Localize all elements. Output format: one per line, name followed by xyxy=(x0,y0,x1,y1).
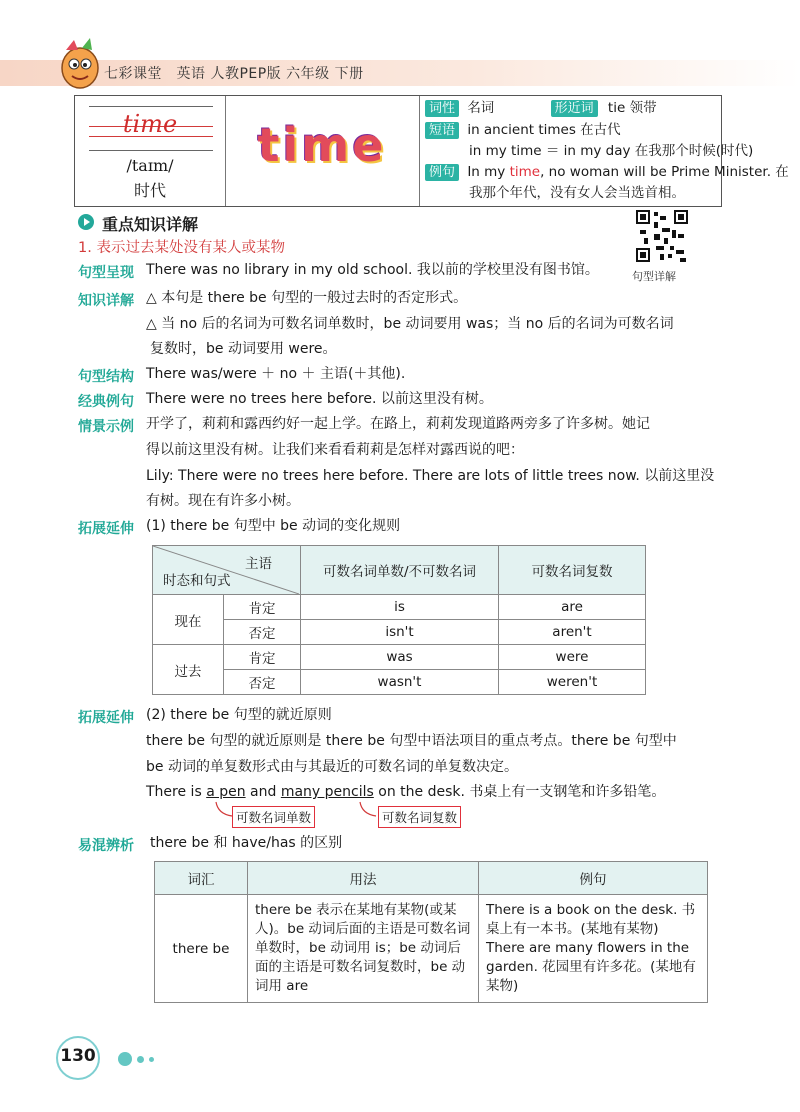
diag-top-label: 主语 xyxy=(245,556,272,572)
label-confusion: 易混辨析 xyxy=(78,838,134,854)
phonetic: /taɪm/ xyxy=(126,156,174,175)
phrase-row xyxy=(425,120,621,140)
example-post: , no woman will be Prime Minister. 在 xyxy=(540,164,789,180)
label-structure: 句型结构 xyxy=(78,369,134,385)
col-singular: 可数名词单数/不可数名词 xyxy=(301,546,499,595)
word-cell: there be xyxy=(155,895,248,1003)
phrase-tag: 短语 xyxy=(425,122,459,139)
cell-werent: weren't xyxy=(499,670,646,695)
col-example: 例句 xyxy=(479,862,708,895)
tense-past: 过去 xyxy=(153,645,224,695)
section-title: 重点知识详解 xyxy=(102,215,199,234)
vocab-word-cell xyxy=(75,96,226,206)
text-knowledge-3: 复数时，be 动词要用 were。 xyxy=(150,341,337,357)
cell-isnt: isn't xyxy=(301,620,499,645)
example-tag: 例句 xyxy=(425,164,459,181)
near-value: tie 领带 xyxy=(607,100,657,116)
ruled-line xyxy=(89,150,213,151)
table-row xyxy=(153,620,646,645)
label-extension-1: 拓展延伸 xyxy=(78,521,134,537)
form-negative: 否定 xyxy=(224,620,301,645)
text-structure: There was/were ＋ no ＋ 主语(＋其他). xyxy=(146,366,406,382)
label-scenario: 情景示例 xyxy=(78,419,134,435)
col-word: 词汇 xyxy=(155,862,248,895)
cell-was: was xyxy=(301,645,499,670)
text-proximity-2: be 动词的单复数形式由与其最近的可数名词的单复数决定。 xyxy=(146,759,518,775)
col-usage: 用法 xyxy=(248,862,479,895)
text-extension-2: (2) there be 句型的就近原则 xyxy=(146,707,332,723)
mascot-icon xyxy=(52,36,108,92)
form-positive: 肯定 xyxy=(224,645,301,670)
example-line2: 我那个年代，没有女人会当选首相。 xyxy=(469,185,685,201)
cell-is: is xyxy=(301,595,499,620)
col-plural: 可数名词复数 xyxy=(499,546,646,595)
text-pattern: There was no library in my old school. 我以前的学校里没有图书馆。 xyxy=(146,262,599,278)
play-icon xyxy=(78,214,94,230)
text-confusion: there be 和 have/has 的区别 xyxy=(150,835,343,851)
example-highlight: time xyxy=(509,164,541,180)
underlined-a-pen: a pen xyxy=(206,784,246,800)
pos-tag: 词性 xyxy=(425,100,459,117)
vocab-card xyxy=(74,95,789,207)
decor-dot xyxy=(118,1052,132,1066)
diagonal-header xyxy=(153,546,301,595)
text-scenario-3: Lily: There were no trees here before. There are lots of little trees now. 以前这里没 xyxy=(146,468,715,484)
form-negative: 否定 xyxy=(224,670,301,695)
table-row xyxy=(155,895,708,1003)
table-row xyxy=(153,595,646,620)
pos-value: 名词 xyxy=(467,100,495,116)
ruled-line xyxy=(89,106,213,107)
near-tag: 形近词 xyxy=(551,100,598,117)
handwritten-word: time xyxy=(122,110,178,138)
page-number: 130 xyxy=(60,1046,96,1066)
singular-box-label: 可数名词单数 xyxy=(232,806,315,828)
example-cell: There is a book on the desk. 书桌上有一本书。(某地有某物) There are many flowers in the garden. 花园里有许多花。(某地有某物) xyxy=(479,895,708,1003)
example-pre: There is xyxy=(146,784,207,800)
be-verb-table xyxy=(152,545,646,695)
diag-bottom-label: 时态和句式 xyxy=(163,573,231,589)
cell-wasnt: wasn't xyxy=(301,670,499,695)
table-row xyxy=(153,670,646,695)
phrase-1: in ancient times 在古代 xyxy=(467,122,621,138)
decor-dot xyxy=(149,1057,154,1062)
text-knowledge-1: △ 本句是 there be 句型的一般过去时的否定形式。 xyxy=(146,290,468,306)
label-pattern: 句型呈现 xyxy=(78,265,134,281)
usage-cell: there be 表示在某地有某物(或某人)。be 动词后面的主语是可数名词单数时，be 动词用 is；be 动词后面的主语是可数名词复数时，be 动词用 are xyxy=(248,895,479,1003)
label-knowledge: 知识详解 xyxy=(78,293,134,309)
form-positive: 肯定 xyxy=(224,595,301,620)
word-info-cell xyxy=(419,96,789,206)
tense-present: 现在 xyxy=(153,595,224,645)
underlined-many-pencils: many pencils xyxy=(280,784,374,800)
cell-were: were xyxy=(499,645,646,670)
pos-row xyxy=(425,98,657,118)
example-post: on the desk. 书桌上有一支钢笔和许多铅笔。 xyxy=(373,784,666,800)
header-title: 七彩课堂 英语 人教PEP版 六年级 下册 xyxy=(104,66,364,82)
text-example: There were no trees here before. 以前这里没有树。 xyxy=(146,391,493,407)
decor-dot xyxy=(137,1056,144,1063)
text-scenario-4: 有树。现在有许多小树。 xyxy=(146,493,300,509)
example-row xyxy=(425,162,789,182)
text-extension-1: (1) there be 句型中 be 动词的变化规则 xyxy=(146,518,401,534)
plural-box-label: 可数名词复数 xyxy=(378,806,461,828)
comparison-table xyxy=(154,861,708,1003)
phrase-2: in my time ＝ in my day 在我那个时候(时代) xyxy=(469,143,754,159)
word-art: time xyxy=(257,118,387,172)
word-art-cell xyxy=(225,96,420,206)
cell-are: are xyxy=(499,595,646,620)
cell-arent: aren't xyxy=(499,620,646,645)
qr-caption: 句型详解 xyxy=(632,270,676,283)
label-extension-2: 拓展延伸 xyxy=(78,710,134,726)
point-title: 1. 表示过去某处没有某人或某物 xyxy=(78,240,285,256)
word-meaning: 时代 xyxy=(133,181,166,200)
example-pre: In my xyxy=(467,164,510,180)
text-scenario-2: 得以前这里没有树。让我们来看看莉莉是怎样对露西说的吧： xyxy=(146,442,524,458)
table-row xyxy=(153,645,646,670)
text-proximity-1: there be 句型的就近原则是 there be 句型中语法项目的重点考点。there be 句型中 xyxy=(146,733,677,749)
qr-code-icon[interactable] xyxy=(636,210,688,262)
label-example: 经典例句 xyxy=(78,394,134,410)
text-knowledge-2: △ 当 no 后的名词为可数名词单数时，be 动词要用 was；当 no 后的名词为可数名词 xyxy=(146,316,674,332)
text-scenario-1: 开学了，莉莉和露西约好一起上学。在路上，莉莉发现道路两旁多了许多树。她记 xyxy=(146,416,650,432)
example-mid: and xyxy=(245,784,281,800)
